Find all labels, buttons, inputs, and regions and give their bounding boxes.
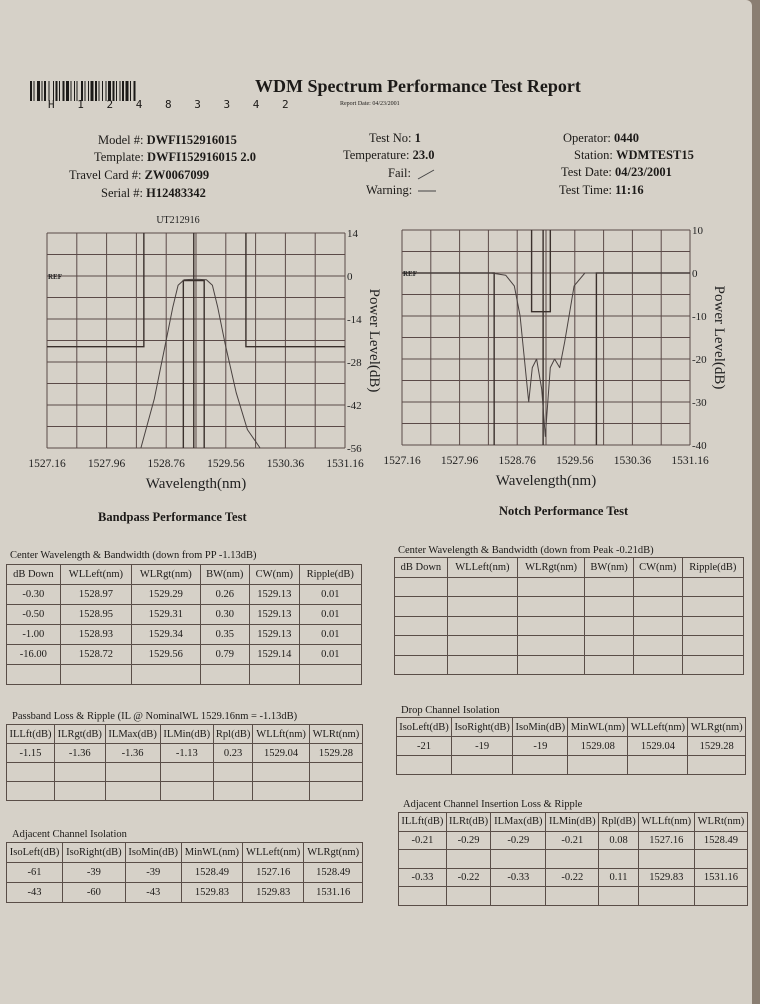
notch-cwbw-caption: Center Wavelength & Bandwidth (down from Peak -0.21dB) <box>398 545 654 556</box>
table-cell: 1528.49 <box>694 831 747 850</box>
model-value: DWFI152916015 <box>146 133 237 147</box>
table-cell <box>517 577 584 597</box>
right-isolation-mask <box>246 233 345 347</box>
column-header: BW(nm) <box>200 565 250 585</box>
temperature-field: Temperature: 23.0 <box>343 148 435 162</box>
table-cell <box>447 616 517 636</box>
x-tick-label: 1528.76 <box>498 455 536 467</box>
table-cell: 1529.29 <box>132 585 200 605</box>
table-cell <box>397 756 452 775</box>
table-cell: 1529.31 <box>132 605 200 625</box>
table-cell: -16.00 <box>7 645 61 665</box>
table-cell: 0.35 <box>200 625 250 645</box>
table-row <box>399 831 748 850</box>
table-cell: 1529.13 <box>250 605 300 625</box>
table-cell: -61 <box>7 863 63 883</box>
table-cell: 0.79 <box>200 645 250 665</box>
table-cell <box>682 655 743 675</box>
adj-iso-table <box>6 842 363 903</box>
table-cell: 0.01 <box>299 625 361 645</box>
column-header: WLRt(nm) <box>309 725 362 744</box>
table-cell <box>568 756 628 775</box>
column-header: WLRt(nm) <box>694 813 747 832</box>
table-cell <box>447 636 517 656</box>
table-cell <box>585 636 634 656</box>
y-tick-label: -42 <box>347 400 362 412</box>
table-cell: 0.30 <box>200 605 250 625</box>
template-value: DWFI152916015 2.0 <box>146 150 256 164</box>
table-cell <box>513 756 568 775</box>
table-cell: 1529.34 <box>132 625 200 645</box>
fail-field: Fail: <box>388 166 438 181</box>
table-cell <box>517 636 584 656</box>
table-cell <box>682 636 743 656</box>
passband-caption: Passband Loss & Ripple (IL @ NominalWL 1529.16nm = -1.13dB) <box>12 711 298 722</box>
table-row <box>7 883 363 903</box>
test-date-field: Test Date: 04/23/2001 <box>561 165 672 179</box>
table-cell <box>517 655 584 675</box>
y-axis-label: Power Level(dB) <box>711 285 727 390</box>
x-tick-label: 1527.16 <box>383 455 421 467</box>
table-header-row <box>395 558 744 578</box>
table-cell <box>213 763 253 782</box>
chart-title: UT212916 <box>156 215 200 226</box>
x-tick-label: 1531.16 <box>326 458 364 470</box>
bandpass-section-title: Bandpass Performance Test <box>98 510 247 524</box>
column-header: IsoMin(dB) <box>125 843 181 863</box>
table-cell <box>132 665 200 685</box>
ref-label: REF <box>48 273 62 281</box>
y-tick-label: 14 <box>347 228 358 240</box>
y-tick-label: -14 <box>347 314 362 326</box>
serial-value: H12483342 <box>146 186 206 200</box>
table-cell: 1527.16 <box>638 831 694 850</box>
adj-il-caption: Adjacent Channel Insertion Loss & Ripple <box>403 799 583 810</box>
table-cell <box>633 597 682 617</box>
table-cell <box>682 616 743 636</box>
ref-label: REF <box>403 270 417 278</box>
x-axis-label: Wavelength(nm) <box>145 476 247 492</box>
table-cell: -0.50 <box>7 605 61 625</box>
table-row <box>7 744 363 763</box>
table-cell: -43 <box>7 883 63 903</box>
x-axis-label: Wavelength(nm) <box>495 473 597 489</box>
table-cell: 1531.16 <box>304 883 363 903</box>
x-tick-label: 1529.56 <box>207 458 245 470</box>
table-cell <box>546 850 599 869</box>
table-cell <box>7 763 55 782</box>
table-cell: -1.00 <box>7 625 61 645</box>
x-tick-label: 1531.16 <box>671 455 709 467</box>
table-cell <box>633 655 682 675</box>
table-cell: 1531.16 <box>694 868 747 887</box>
table-cell <box>447 597 517 617</box>
table-cell <box>633 616 682 636</box>
table-row <box>395 655 744 675</box>
table-cell: -1.36 <box>54 744 105 763</box>
table-cell <box>395 655 448 675</box>
column-header: dB Down <box>395 558 448 578</box>
column-header: MinWL(nm) <box>568 718 628 737</box>
left-isolation-mask <box>47 233 144 347</box>
table-cell <box>628 756 688 775</box>
report-date: Report Date: 04/23/2001 <box>340 101 400 107</box>
column-header: ILMin(dB) <box>546 813 599 832</box>
table-row <box>399 850 748 869</box>
table-cell <box>160 782 213 801</box>
column-header: MinWL(nm) <box>181 843 242 863</box>
table-cell <box>200 665 250 685</box>
table-cell <box>491 887 546 906</box>
model-field: Model #: DWFI152916015 <box>98 133 237 147</box>
table-cell: -0.30 <box>7 585 61 605</box>
column-header: CW(nm) <box>633 558 682 578</box>
column-header: IsoMin(dB) <box>513 718 568 737</box>
table-cell <box>447 577 517 597</box>
column-header: ILMax(dB) <box>491 813 546 832</box>
table-cell <box>213 782 253 801</box>
x-tick-label: 1529.56 <box>556 455 594 467</box>
table-cell <box>447 655 517 675</box>
table-cell: 0.23 <box>213 744 253 763</box>
table-cell <box>395 636 448 656</box>
table-cell: -1.36 <box>105 744 160 763</box>
y-tick-label: -10 <box>692 311 707 323</box>
table-cell <box>638 850 694 869</box>
bandpass-cwbw-caption: Center Wavelength & Bandwidth (down from PP -1.13dB) <box>10 550 257 561</box>
table-cell: -19 <box>513 737 568 756</box>
table-cell: 1528.97 <box>60 585 131 605</box>
table-cell <box>633 636 682 656</box>
table-header-row <box>399 813 748 832</box>
y-tick-label: 10 <box>692 225 703 237</box>
spectrum-line <box>141 279 260 448</box>
table-cell <box>599 850 638 869</box>
column-header: WLLft(nm) <box>638 813 694 832</box>
table-row <box>7 763 363 782</box>
table-cell: -0.33 <box>491 868 546 887</box>
table-cell: 1529.13 <box>250 625 300 645</box>
table-cell <box>633 577 682 597</box>
fail-mark-icon <box>414 168 438 180</box>
y-tick-label: -40 <box>692 440 707 452</box>
column-header: WLLft(nm) <box>253 725 309 744</box>
table-header-row <box>7 725 363 744</box>
column-header: WLRgt(nm) <box>688 718 746 737</box>
table-cell <box>451 756 512 775</box>
notch-mask <box>532 230 551 312</box>
barcode-bar <box>34 81 35 101</box>
table-row <box>395 577 744 597</box>
table-cell <box>682 577 743 597</box>
warning-dash-icon <box>415 186 439 196</box>
y-tick-label: 0 <box>347 271 353 283</box>
table-cell <box>105 782 160 801</box>
table-cell: -0.22 <box>546 868 599 887</box>
y-tick-label: -28 <box>347 357 362 369</box>
table-cell: -0.21 <box>546 831 599 850</box>
column-header: Ripple(dB) <box>299 565 361 585</box>
table-cell: 1529.04 <box>628 737 688 756</box>
table-cell <box>395 597 448 617</box>
table-cell: 1529.28 <box>688 737 746 756</box>
table-cell <box>253 763 309 782</box>
table-cell <box>309 763 362 782</box>
table-cell <box>546 887 599 906</box>
column-header: BW(nm) <box>585 558 634 578</box>
table-cell <box>585 597 634 617</box>
x-tick-label: 1528.76 <box>147 458 185 470</box>
table-cell: 1528.93 <box>60 625 131 645</box>
table-row <box>7 645 362 665</box>
table-cell <box>638 887 694 906</box>
column-header: Rpl(dB) <box>213 725 253 744</box>
table-cell: -0.21 <box>399 831 447 850</box>
adj-iso-caption: Adjacent Channel Isolation <box>12 829 127 840</box>
table-cell <box>682 597 743 617</box>
table-header-row <box>7 565 362 585</box>
drop-iso-caption: Drop Channel Isolation <box>401 705 500 716</box>
table-header-row <box>7 843 363 863</box>
y-axis-label: Power Level(dB) <box>366 288 382 393</box>
table-cell: -0.22 <box>446 868 491 887</box>
table-cell: -19 <box>451 737 512 756</box>
serial-field: Serial #: H12483342 <box>101 186 206 200</box>
template-field: Template: DWFI152916015 2.0 <box>94 150 256 164</box>
station-value: WDMTEST15 <box>616 148 694 162</box>
barcode-bar <box>30 81 32 101</box>
table-row <box>395 636 744 656</box>
operator-value: 0440 <box>614 131 640 145</box>
table-cell <box>446 887 491 906</box>
table-cell: 1528.49 <box>304 863 363 883</box>
table-cell <box>253 782 309 801</box>
table-row <box>7 625 362 645</box>
table-cell: 1529.83 <box>638 868 694 887</box>
table-cell: 1529.13 <box>250 585 300 605</box>
notch-spectrum-chart <box>380 205 752 500</box>
y-tick-label: -56 <box>347 443 362 455</box>
table-cell <box>395 577 448 597</box>
table-cell <box>599 887 638 906</box>
warning-field: Warning: <box>366 183 439 198</box>
table-cell: 1529.14 <box>250 645 300 665</box>
column-header: WLLeft(nm) <box>243 843 304 863</box>
table-cell: 0.11 <box>599 868 638 887</box>
table-cell <box>517 597 584 617</box>
table-cell: -39 <box>125 863 181 883</box>
column-header: WLLeft(nm) <box>447 558 517 578</box>
table-cell: -1.15 <box>7 744 55 763</box>
column-header: IsoLeft(dB) <box>397 718 452 737</box>
table-cell: 0.26 <box>200 585 250 605</box>
table-row <box>7 585 362 605</box>
station-field: Station: WDMTEST15 <box>574 148 694 162</box>
table-row <box>7 782 363 801</box>
table-row <box>397 756 746 775</box>
table-cell: 1529.04 <box>253 744 309 763</box>
y-tick-label: -20 <box>692 354 707 366</box>
table-cell: 1528.72 <box>60 645 131 665</box>
table-cell <box>585 577 634 597</box>
column-header: ILRgt(dB) <box>54 725 105 744</box>
notch-cwbw-table <box>394 557 744 675</box>
barcode-bar <box>42 81 43 101</box>
notch-section-title: Notch Performance Test <box>499 504 629 518</box>
table-cell <box>309 782 362 801</box>
x-tick-label: 1530.36 <box>613 455 652 467</box>
table-cell: -39 <box>63 863 126 883</box>
table-cell: -1.13 <box>160 744 213 763</box>
column-header: ILLft(dB) <box>399 813 447 832</box>
travel-card-value: ZW0067099 <box>144 168 210 182</box>
table-cell: 0.01 <box>299 645 361 665</box>
column-header: WLRgt(nm) <box>132 565 200 585</box>
table-cell <box>60 665 131 685</box>
column-header: IsoLeft(dB) <box>7 843 63 863</box>
x-tick-label: 1527.96 <box>440 455 479 467</box>
column-header: WLRgt(nm) <box>304 843 363 863</box>
column-header: IsoRight(dB) <box>63 843 126 863</box>
column-header: IsoRight(dB) <box>451 718 512 737</box>
table-cell: -0.33 <box>399 868 447 887</box>
table-row <box>395 616 744 636</box>
table-row <box>7 863 363 883</box>
column-header: WLLeft(nm) <box>628 718 688 737</box>
column-header: ILMax(dB) <box>105 725 160 744</box>
table-cell: 0.01 <box>299 605 361 625</box>
table-cell <box>585 655 634 675</box>
test-date-value: 04/23/2001 <box>614 165 672 179</box>
table-cell: 1527.16 <box>243 863 304 883</box>
table-row <box>397 737 746 756</box>
y-tick-label: 0 <box>692 268 698 280</box>
table-row <box>399 868 748 887</box>
x-tick-label: 1527.96 <box>87 458 126 470</box>
column-header: CW(nm) <box>250 565 300 585</box>
table-row <box>7 665 362 685</box>
table-cell: -21 <box>397 737 452 756</box>
table-cell: 1529.28 <box>309 744 362 763</box>
test-no-value: 1 <box>414 131 421 145</box>
test-time-field: Test Time: 11:16 <box>559 183 644 197</box>
table-cell <box>585 616 634 636</box>
table-cell <box>54 782 105 801</box>
table-row <box>399 887 748 906</box>
table-cell <box>694 850 747 869</box>
table-cell: 1529.83 <box>181 883 242 903</box>
table-cell <box>399 887 447 906</box>
table-cell <box>694 887 747 906</box>
column-header: dB Down <box>7 565 61 585</box>
test-time-value: 11:16 <box>615 183 644 197</box>
barcode-bar <box>37 81 40 101</box>
column-header: Rpl(dB) <box>599 813 638 832</box>
table-cell: 1528.95 <box>60 605 131 625</box>
table-cell <box>517 616 584 636</box>
temperature-value: 23.0 <box>412 148 435 162</box>
table-cell <box>105 763 160 782</box>
table-row <box>7 605 362 625</box>
bandpass-cwbw-table <box>6 564 362 685</box>
column-header: ILLft(dB) <box>7 725 55 744</box>
barcode-number: H 1 2 4 8 3 3 4 2 <box>48 98 297 111</box>
table-cell <box>7 665 61 685</box>
table-cell <box>491 850 546 869</box>
table-cell: 0.01 <box>299 585 361 605</box>
table-cell: -0.29 <box>446 831 491 850</box>
y-tick-label: -30 <box>692 397 707 409</box>
report-title: WDM Spectrum Performance Test Report <box>255 76 581 96</box>
passband-table <box>6 724 363 801</box>
table-row <box>395 597 744 617</box>
table-cell: -43 <box>125 883 181 903</box>
travel-card-field: Travel Card #: ZW0067099 <box>69 168 210 182</box>
table-cell: 1529.83 <box>243 883 304 903</box>
column-header: ILMin(dB) <box>160 725 213 744</box>
table-cell: 1529.08 <box>568 737 628 756</box>
table-cell <box>446 850 491 869</box>
table-header-row <box>397 718 746 737</box>
x-tick-label: 1527.16 <box>28 458 66 470</box>
barcode-bar <box>44 81 46 101</box>
table-cell <box>395 616 448 636</box>
drop-iso-table <box>396 717 746 775</box>
bandpass-spectrum-chart <box>0 205 380 500</box>
table-cell <box>250 665 300 685</box>
column-header: ILRt(dB) <box>446 813 491 832</box>
table-cell <box>7 782 55 801</box>
table-cell <box>399 850 447 869</box>
table-cell: 1529.56 <box>132 645 200 665</box>
test-no-field: Test No: 1 <box>369 131 421 145</box>
adj-il-table <box>398 812 748 906</box>
table-cell: 1528.49 <box>181 863 242 883</box>
table-cell: 0.08 <box>599 831 638 850</box>
operator-field: Operator: 0440 <box>563 131 640 145</box>
x-tick-label: 1530.36 <box>266 458 305 470</box>
table-cell <box>160 763 213 782</box>
table-cell: -0.29 <box>491 831 546 850</box>
table-cell <box>688 756 746 775</box>
table-cell <box>299 665 361 685</box>
column-header: Ripple(dB) <box>682 558 743 578</box>
table-cell: -60 <box>63 883 126 903</box>
table-cell <box>54 763 105 782</box>
column-header: WLLeft(nm) <box>60 565 131 585</box>
column-header: WLRgt(nm) <box>517 558 584 578</box>
